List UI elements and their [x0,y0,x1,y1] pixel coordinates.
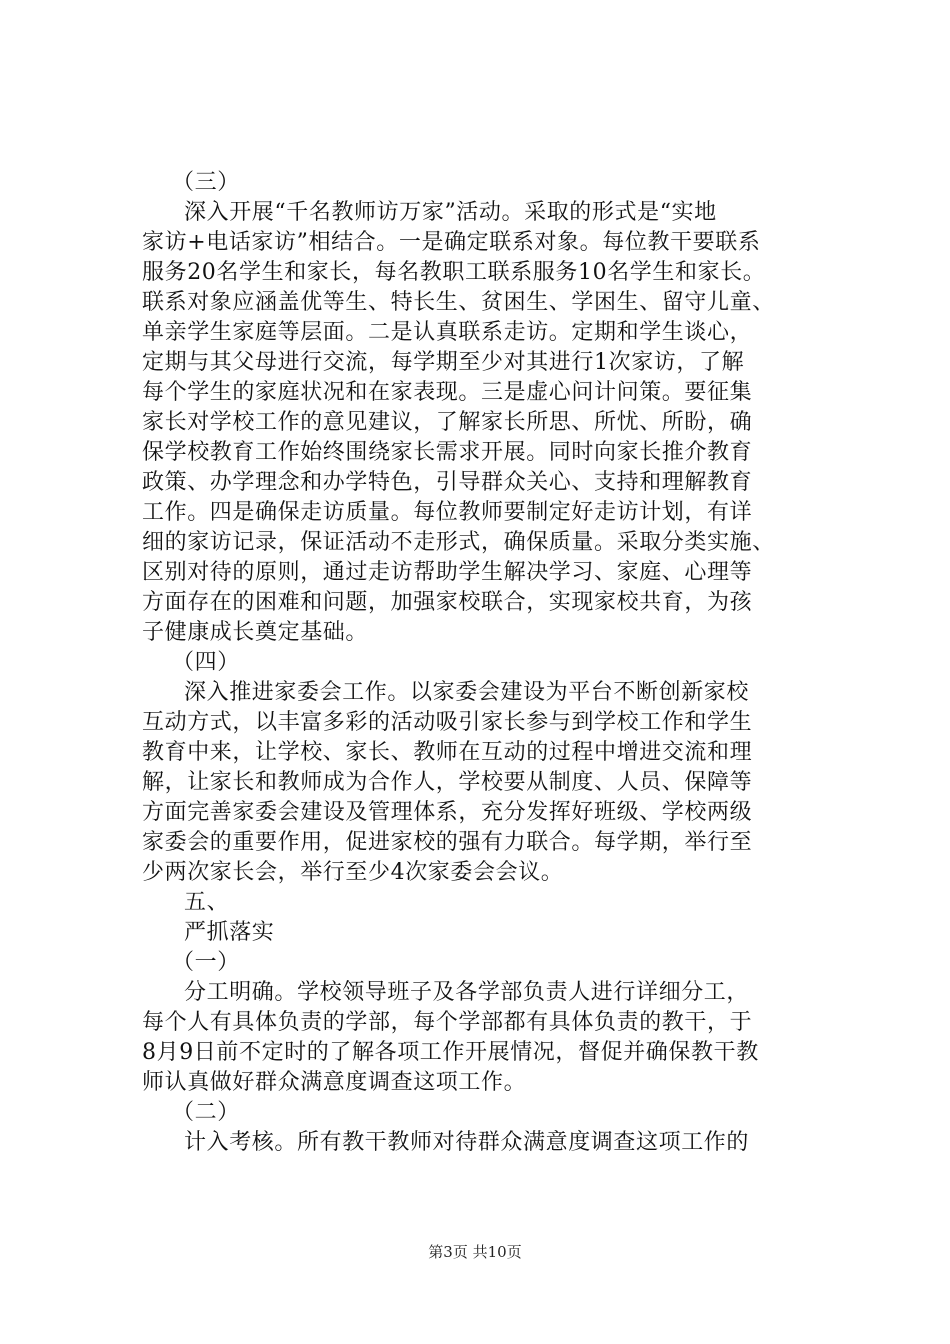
text-line: 细的家访记录，保证活动不走形式，确保质量。采取分类实施、 [142,530,775,555]
text-line: 方面存在的困难和问题，加强家校联合，实现家校共育，为孩 [142,590,753,615]
text-line: 保学校教育工作始终围绕家长需求开展。同时向家长推介教育 [142,440,753,465]
text-line: 区别对待的原则，通过走访帮助学生解决学习、家庭、心理等 [142,560,753,585]
text-line: 单亲学生家庭等层面。二是认真联系走访。定期和学生谈心， [142,320,753,345]
text-line: 教育中来，让学校、家长、教师在互动的过程中增进交流和理 [142,740,753,765]
text-line: 少两次家长会，举行至少4次家委会会议。 [142,860,564,885]
text-line: 解，让家长和教师成为合作人，学校要从制度、人员、保障等 [142,770,753,795]
text-line: 政策、办学理念和办学特色，引导群众关心、支持和理解教育 [142,470,753,495]
document-body [142,168,842,1158]
text-line: 定期与其父母进行交流，每学期至少对其进行1次家访，了解 [142,350,745,375]
text-line: 子健康成长奠定基础。 [142,620,369,645]
text-line: 深入开展“千名教师访万家”活动。采取的形式是“实地 [184,200,717,225]
text-line: 家访+电话家访”相结合。一是确定联系对象。每位教干要联系 [142,230,761,255]
section-heading: （三） [172,170,240,195]
text-line: 严抓落实 [184,920,275,945]
text-line: 联系对象应涵盖优等生、特长生、贫困生、学困生、留守儿童、 [142,290,775,315]
text-line: 深入推进家委会工作。以家委会建设为平台不断创新家校 [184,680,750,705]
text-line: 工作。四是确保走访质量。每位教师要制定好走访计划，有详 [142,500,753,525]
text-line: 服务20名学生和家长，每名教职工联系服务10名学生和家长。 [142,260,766,285]
text-line: 每个学生的家庭状况和在家表现。三是虚心问计问策。要征集 [142,380,753,405]
page-footer: 第3页 共10页 [428,1243,522,1261]
text-line: 每个人有具体负责的学部，每个学部都有具体负责的教干，于 [142,1010,753,1035]
text-line: 计入考核。所有教干教师对待群众满意度调查这项工作的 [184,1130,750,1155]
section-heading: （二） [172,1100,240,1125]
section-heading: （四） [172,650,240,675]
text-line: 8月9日前不定时的了解各项工作开展情况，督促并确保教干教 [142,1040,759,1065]
text-line: 家委会的重要作用，促进家校的强有力联合。每学期，举行至 [142,830,753,855]
text-line: 分工明确。学校领导班子及各学部负责人进行详细分工， [184,980,750,1005]
text-line: 五、 [184,890,230,915]
text-line: 方面完善家委会建设及管理体系，充分发挥好班级、学校两级 [142,800,753,825]
text-line: 互动方式，以丰富多彩的活动吸引家长参与到学校工作和学生 [142,710,753,735]
text-line: 家长对学校工作的意见建议，了解家长所思、所忧、所盼，确 [142,410,753,435]
text-line: 师认真做好群众满意度调查这项工作。 [142,1070,527,1095]
section-heading: （一） [172,950,240,975]
